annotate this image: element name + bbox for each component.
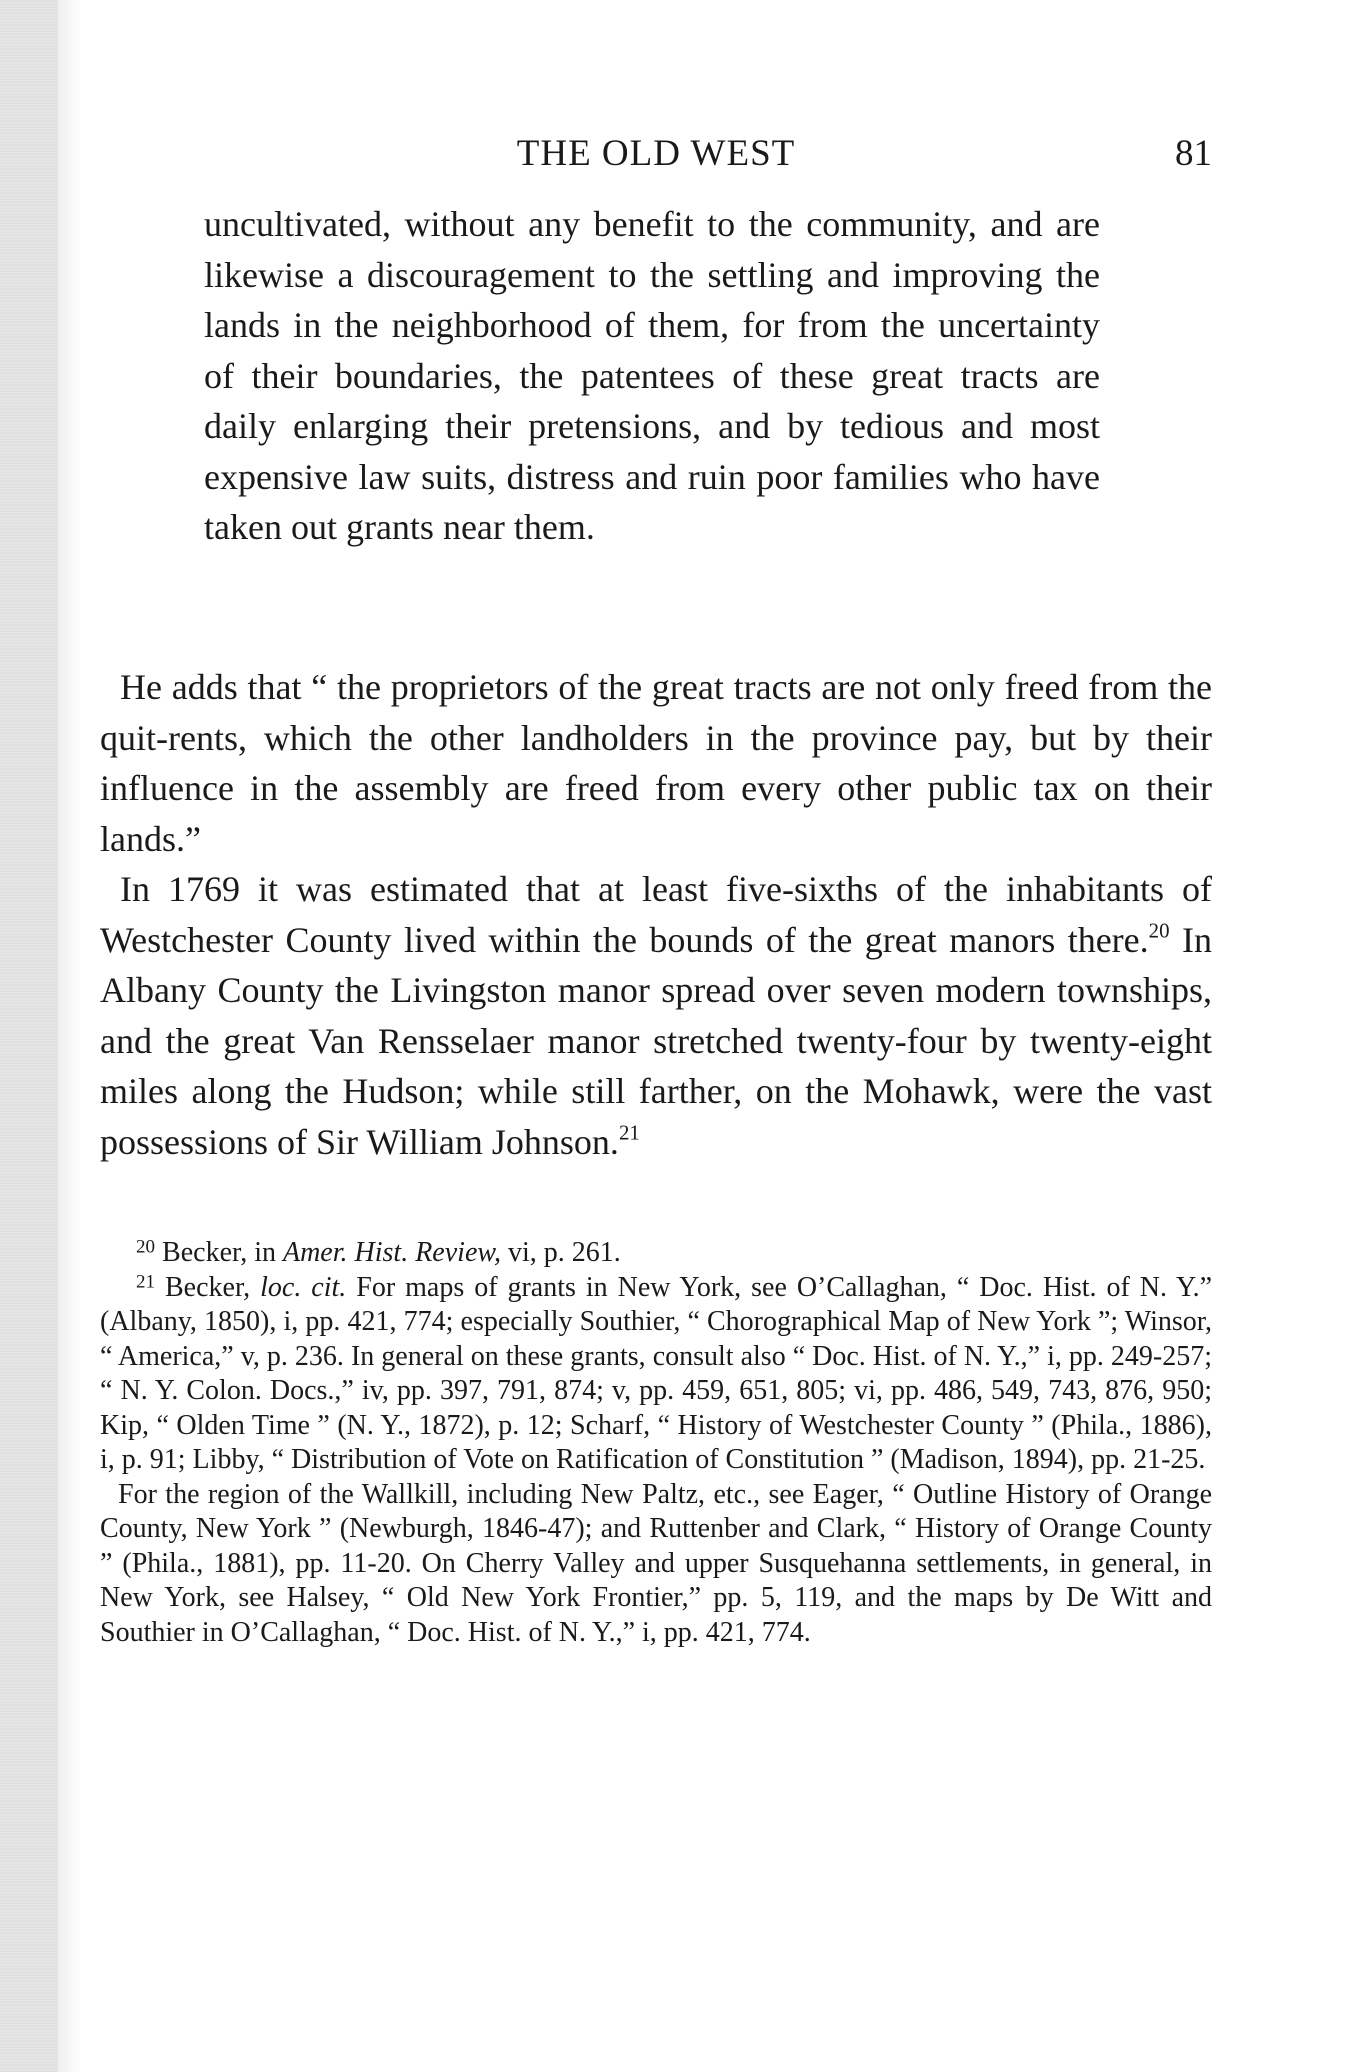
- footnote-20-text-1: Becker, in: [155, 1237, 283, 1268]
- paragraph-2-part-1: In 1769 it was estimated that at least five-sixths of the inhabitants of Westchester County lived within the bounds of the great manors there.: [100, 869, 1212, 960]
- footnote-20-text-2: vi, p. 261.: [500, 1237, 621, 1268]
- page-header: [100, 132, 1212, 180]
- footnote-ref-20: 20: [1148, 917, 1170, 942]
- paragraph-2-part-2: In Albany County the Livingston manor spread over seven modern townships, and the great Van Rensselaer manor stretched twenty-four by twenty-eight miles along the Hudson; while still farther, on the Mohawk, were the vast possessions of Sir William Johnson.: [100, 919, 1212, 1162]
- footnote-21: [100, 1271, 1212, 1478]
- page-gutter-shading: [0, 0, 58, 2072]
- footnote-21-text-2: For maps of grants in New York, see O’Callaghan, “ Doc. Hist. of N. Y.” (Albany, 1850), i, pp. 421, 774; especially Southier, “ Chorographical Map of New York ”; Winsor, “ America,” v, p. 236. In general on these grants, consult also “ Doc. Hist. of N. Y.,” i, pp. 249-257; “ N. Y. Colon. Docs.,” iv, pp. 397, 791, 874; v, pp. 459, 651, 805; vi, pp. 486, 549, 743, 876, 950; Kip, “ Olden Time ” (N. Y., 1872), p. 12; Scharf, “ History of Westchester County ” (Phila., 1886), i, p. 91; Libby, “ Distribution of Vote on Ratification of Constitution ” (Madison, 1894), pp. 21-25.: [100, 1271, 1212, 1475]
- page-number: 81: [1175, 133, 1212, 174]
- footnote-20-journal: Amer. Hist. Review,: [282, 1237, 501, 1268]
- footnote-number-21: 21: [136, 1270, 156, 1292]
- footnote-21-loc-cit: loc. cit.: [260, 1271, 347, 1303]
- footnote-ref-21: 21: [618, 1119, 640, 1144]
- block-quote: uncultivated, without any benefit to the community, and are likewise a discouragement to the settling and improving the lands in the neighborhood of them, for from the uncertainty of their boundaries, the patentees of these great tracts are daily enlarging their pretensions, and by tedious and most expensive law suits, distress and ruin poor families who have taken out grants near them.: [204, 204, 1100, 547]
- paragraph-2: [100, 864, 1212, 1167]
- page-gutter-edge: [58, 0, 82, 2072]
- main-text: [100, 662, 1212, 1167]
- footnote-21-text-1: Becker,: [155, 1271, 261, 1303]
- footnote-21-continued: For the region of the Wallkill, including New Paltz, etc., see Eager, “ Outline History of Orange County, New York ” (Newburgh, 1846-47); and Ruttenber and Clark, “ History of Orange County ” (Phila., 1881), pp. 11-20. On Cherry Valley and upper Susquehanna settlements, in general, in New York, see Halsey, “ Old New York Frontier,” pp. 5, 119, and the maps by De Witt and Southier in O’Callaghan, “ Doc. Hist. of N. Y.,” i, pp. 421, 774.: [100, 1478, 1212, 1648]
- running-head: THE OLD WEST: [516, 133, 796, 174]
- footnotes: [100, 1236, 1212, 1650]
- paragraph-1: He adds that “ the proprietors of the great tracts are not only freed from the quit-rents, which the other landholders in the province pay, but by their influence in the assembly are freed from every other public tax on their lands.”: [100, 667, 1212, 859]
- footnote-20: [100, 1236, 1212, 1271]
- footnote-number-20: 20: [136, 1236, 156, 1258]
